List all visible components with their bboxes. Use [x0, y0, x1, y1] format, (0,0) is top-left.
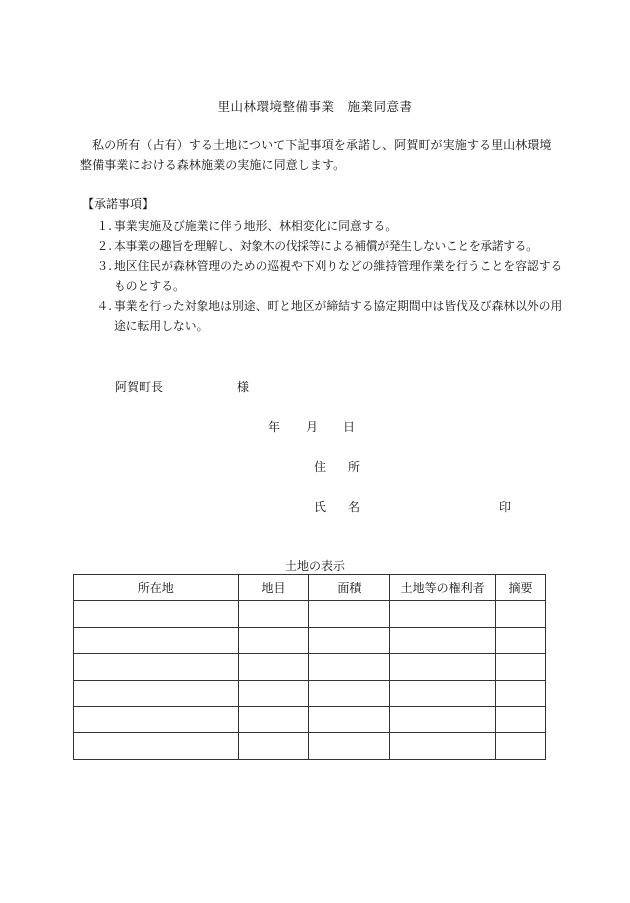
- cell-location[interactable]: [74, 627, 239, 653]
- table-row: [74, 654, 546, 680]
- cell-remarks[interactable]: [496, 706, 546, 732]
- table-row: [74, 680, 546, 706]
- cell-remarks[interactable]: [496, 627, 546, 653]
- consent-item-number: ２.: [96, 239, 112, 253]
- consent-item: [90, 216, 570, 236]
- date-day-label: 日: [343, 420, 356, 434]
- cell-location[interactable]: [74, 601, 239, 627]
- consent-item-text: 本事業の趣旨を理解し、対象木の伐採等による補償が発生しないことを承諾する。: [114, 239, 538, 253]
- cell-rights-holder[interactable]: [390, 706, 496, 732]
- cell-land-category[interactable]: [238, 733, 309, 759]
- cell-location[interactable]: [74, 680, 239, 706]
- cell-area[interactable]: [309, 733, 390, 759]
- document-title: 里山林環境整備事業 施業同意書: [217, 99, 413, 114]
- cell-land-category[interactable]: [238, 680, 309, 706]
- cell-land-category[interactable]: [238, 654, 309, 680]
- land-table: [73, 574, 546, 760]
- consent-heading: 【承諾事項】: [82, 197, 155, 211]
- header-location: 所在地: [74, 575, 239, 601]
- cell-area[interactable]: [309, 706, 390, 732]
- cell-area[interactable]: [309, 601, 390, 627]
- consent-item: [90, 296, 570, 336]
- cell-land-category[interactable]: [238, 706, 309, 732]
- name-label-1: 氏: [314, 500, 327, 514]
- table-row: [74, 733, 546, 759]
- consent-item: [90, 256, 570, 296]
- address-label-1: 住: [314, 460, 327, 474]
- cell-land-category[interactable]: [238, 601, 309, 627]
- cell-remarks[interactable]: [496, 680, 546, 706]
- name-label-2: 名: [348, 500, 361, 514]
- consent-item-text: 地区住民が森林管理のための巡視や下刈りなどの維持管理作業を行うことを容認するものとする。: [114, 259, 563, 293]
- cell-remarks[interactable]: [496, 601, 546, 627]
- cell-remarks[interactable]: [496, 733, 546, 759]
- addressee-honorific: 様: [237, 380, 250, 394]
- cell-rights-holder[interactable]: [390, 654, 496, 680]
- consent-item-text: 事業を行った対象地は別途、町と地区が締結する協定期間中は皆伐及び森林以外の用途に転用しない。: [114, 299, 563, 333]
- header-area: 面積: [309, 575, 390, 601]
- cell-area[interactable]: [309, 654, 390, 680]
- header-land-category: 地目: [238, 575, 309, 601]
- cell-area[interactable]: [309, 680, 390, 706]
- cell-location[interactable]: [74, 733, 239, 759]
- cell-rights-holder[interactable]: [390, 627, 496, 653]
- cell-location[interactable]: [74, 706, 239, 732]
- consent-items-list: [90, 216, 570, 336]
- cell-land-category[interactable]: [238, 627, 309, 653]
- table-row: [74, 627, 546, 653]
- cell-rights-holder[interactable]: [390, 601, 496, 627]
- header-rights-holder: 土地等の権利者: [390, 575, 496, 601]
- addressee: [115, 378, 250, 395]
- intro-text: 私の所有（占有）する土地について下記事項を承諾し、阿賀町が実施する里山林環境整備事業における森林施業の実施に同意します。: [80, 138, 552, 172]
- consent-item-number: ３.: [96, 259, 112, 273]
- seal-mark: 印: [499, 500, 512, 514]
- cell-rights-holder[interactable]: [390, 680, 496, 706]
- consent-item-number: １.: [96, 219, 112, 233]
- cell-remarks[interactable]: [496, 654, 546, 680]
- header-remarks: 摘要: [496, 575, 546, 601]
- intro-paragraph: [80, 135, 560, 175]
- date-year-label: 年: [268, 420, 281, 434]
- consent-item: [90, 236, 570, 256]
- cell-area[interactable]: [309, 627, 390, 653]
- table-row: [74, 601, 546, 627]
- date-month-label: 月: [306, 420, 319, 434]
- addressee-name: 阿賀町長: [115, 380, 164, 394]
- cell-location[interactable]: [74, 654, 239, 680]
- address-label-2: 所: [348, 460, 361, 474]
- land-table-header-row: [74, 575, 546, 601]
- consent-item-number: ４.: [96, 299, 112, 313]
- consent-item-text: 事業実施及び施業に伴う地形、林相変化に同意する。: [114, 219, 398, 233]
- land-table-caption: 土地の表示: [284, 559, 345, 573]
- table-row: [74, 706, 546, 732]
- cell-rights-holder[interactable]: [390, 733, 496, 759]
